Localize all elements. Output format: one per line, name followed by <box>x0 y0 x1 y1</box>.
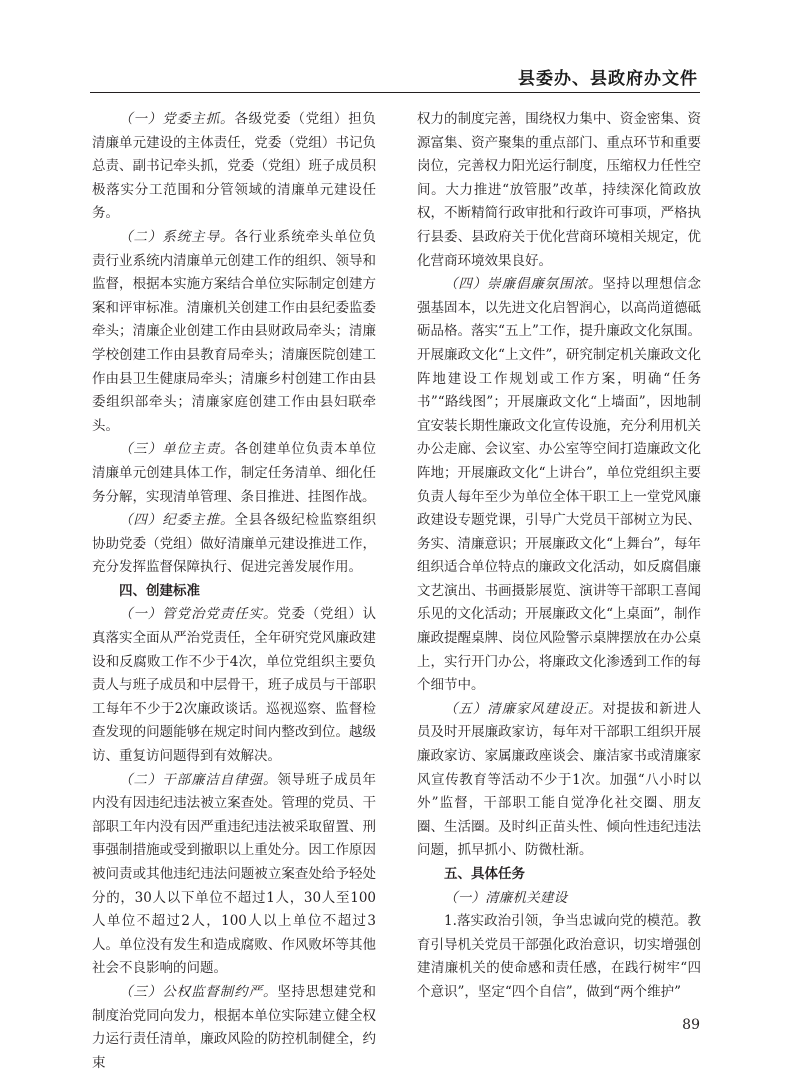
paragraph-lead: （五）清廉家风建设正。 <box>444 700 603 717</box>
paragraph-text: 坚持以理想信念强基固本，以先进文化启智润心，以高尚道德砥砺品格。落实“五上”工作，提升廉政文化氛围。开展廉政文化“上文件”，研究制定机关廉政文化阵地建设工作规划或工作方案，明确“任务书”“路线图”；开展廉政文化“上墙面”，因地制宜安装长期性廉政文化宣传设施，充分利用机关办公走廊、会议室、办公室等空间打造廉政文化阵地；开展廉政文化“上讲台”，单位党组织主要负责人每年至少为单位全体干职工上一堂党风廉政建设专题党课，引导广大党员干部树立为民、务实、清廉意识；开展廉政文化“上舞台”，每年组织适合单位特点的廉政文化活动，如反腐倡廉文艺演出、书画摄影展览、演讲等干部职工喜闻乐见的文化活动；开展廉政文化“上桌面”，制作廉政提醒桌牌、岗位风险警示桌牌摆放在办公桌上，实行开门办公，将廉政文化渗透到工作的每个细节中。 <box>417 276 702 694</box>
paragraph-lead: （一）管党治党责任实。 <box>119 606 278 623</box>
paragraph-lead: （三）单位主责。 <box>119 441 235 458</box>
paragraph <box>92 981 376 1075</box>
header-rule <box>90 92 700 93</box>
paragraph-text: 党委（党组）认真落实全面从严治党责任，全年研究党风廉政建设和反腐败工作不少于4次，单位党组织主要负责人与班子成员和中层骨干，班子成员与干部职工每年不少于2次廉政谈话。巡视巡察、监督检查发现的问题能够在规定时间内整改到位。越级访、重复访问题得到有效解决。 <box>92 606 377 765</box>
paragraph <box>92 603 376 768</box>
page-number: 89 <box>682 1017 700 1033</box>
paragraph-text: 各创建单位负责本单位清廉单元创建具体工作，制定任务清单、细化任务分解，实现清单管理、条目推进、挂图作战。 <box>92 441 376 505</box>
paragraph-text: 坚持思想建党和制度治党同向发力，根据本单位实际建立健全权力运行责任清单，廉政风险的防控机制健全，约束 <box>92 983 377 1071</box>
paragraph <box>92 769 376 981</box>
paragraph-text: 对提拔和新进人员及时开展廉政家访，每年对干部职工组织开展廉政家访、家属廉政座谈会、廉洁家书或清廉家风宣传教育等活动不少于1次。加强“八小时以外”监督，干部职工能自觉净化社交圈、朋友圈、生活圈。及时纠正苗头性、倾向性违纪违法问题，抓早抓小、防微杜渐。 <box>417 700 702 859</box>
paragraph-lead: （三）公权监督制约严。 <box>119 983 278 1000</box>
paragraph <box>92 438 376 509</box>
section-heading: 四、创建标准 <box>119 582 200 599</box>
right-column <box>417 108 701 1005</box>
paragraph-lead: （四）纪委主推。 <box>119 512 235 529</box>
section-heading: 五、具体任务 <box>444 866 525 882</box>
paragraph <box>92 108 376 226</box>
paragraph <box>92 226 376 438</box>
page-header <box>90 62 700 94</box>
paragraph-continuation: 权力的制度完善，围绕权力集中、资金密集、资源富集、资产聚集的重点部门、重点环节和重要岗位，完善权力阳光运行制度，压缩权力任性空间。大力推进“放管服”改革，持续深化简政放权，不断精简行政审批和行政许可事项，严格执行县委、县政府关于优化营商环境相关规定，优化营商环境效果良好。 <box>417 111 701 269</box>
paragraph-text: 各行业系统牵头单位负责行业系统内清廉单元创建工作的组织、领导和监督，根据本实施方案结合单位实际制定创建方案和评审标准。清廉机关创建工作由县纪委监委牵头；清廉企业创建工作由县财政局牵头；清廉学校创建工作由县教育局牵头；清廉医院创建工作由县卫生健康局牵头；清廉乡村创建工作由县委组织部牵头；清廉家庭创建工作由县妇联牵头。 <box>92 228 376 434</box>
left-column <box>92 108 376 1075</box>
paragraph: 1.落实政治引领，争当忠诚向党的模范。教育引导机关党员干部强化政治意识，切实增强创建清廉机关的使命感和责任感，在践行树牢“四个意识”，坚定“四个自信”，做到“两个维护” <box>417 913 701 1000</box>
paragraph <box>417 698 701 863</box>
paragraph <box>92 509 376 580</box>
paragraph <box>417 273 701 698</box>
subsection-heading <box>417 887 701 911</box>
paragraph-lead: （一）党委主抓。 <box>119 111 235 127</box>
paragraph-text: 领导班子成员年内没有因违纪违法被立案查处。管理的党员、干部职工年内没有因严重违纪违法被采取留置、刑事强制措施或受到撤职以上重处分。因工作原因被问责或其他违纪违法问题被立案查处给予轻处分的，30人以下单位不超过1人，30人至100人单位不超过2人，100人以上单位不超过3人。单位没有发生和造成腐败、作风败坏等其他社会不良影响的问题。 <box>92 771 377 977</box>
paragraph-text: 全县各级纪检监察组织协助党委（党组）做好清廉单元建设推进工作，充分发挥监督保障执行、促进完善发展作用。 <box>92 512 376 576</box>
paragraph-lead: （四）崇廉倡廉氛围浓。 <box>444 276 603 293</box>
paragraph-text: 各级党委（党组）担负清廉单元建设的主体责任，党委（党组）书记负总责、副书记牵头抓，党委（党组）班子成员积极落实分工范围和分管领域的清廉单元建设任务。 <box>92 111 376 222</box>
paragraph-lead: （一）清廉机关建设 <box>444 889 568 906</box>
paragraph-lead: （二）系统主导。 <box>119 228 235 245</box>
paragraph-lead: （二）干部廉洁自律强。 <box>119 771 278 788</box>
header-title: 县委办、县政府办文件 <box>518 69 698 89</box>
